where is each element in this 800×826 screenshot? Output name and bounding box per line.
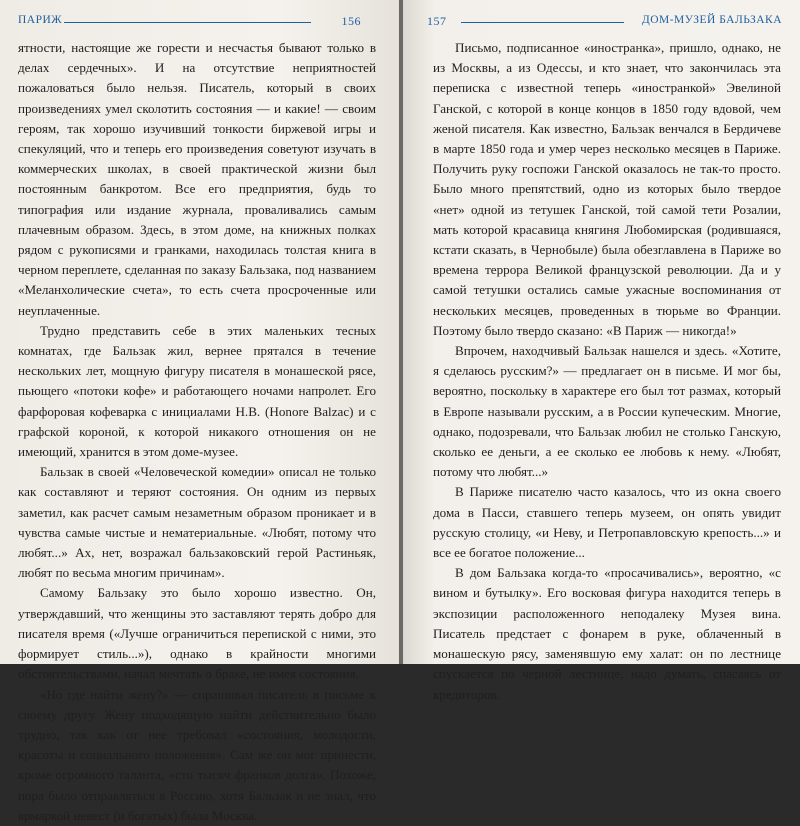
left-paragraph-2: Трудно представить себе в этих маленьких тесных комнатах, где Бальзак жил, вернее прятался в течение нескольких лет, мощную фигуру писателя в монашеской рясе, пьющего «потоки кофе» и работающего ночами напролет. Его фарфоровая кофеварка с инициалами Н.В. (Honore Balzac) и с графской короной, к которой никакого отношения он не имеющий, хранится в этом доме-музее.	[18, 322, 376, 460]
left-page	[0, 0, 399, 823]
left-section-title: ПАРИЖ	[18, 14, 63, 26]
left-running-head	[18, 14, 361, 30]
right-paragraph-1: Письмо, подписанное «иностранка», пришло, однако, не из Москвы, а из Одессы, и кто знает, что закончилась эта переписка с известной теперь «иностранкой» Эвелиной Ганской, с которой в конце концов в 1850 году вдовой, чем женой писателя. Как известно, Бальзак венчался в Бердичеве в марте 1850 года и умер через несколько месяцев в Париже. Получить руку госпожи Ганской оказалось не так-то просто. Было много препятствий, одно из которых было твердое «нет» одной из тетушек Ганской, той самой тети Розалии, мать которой красавица княгиня Любомирская (родившаяся, кстати сказать, в Чернобыле) была обезглавлена в Париже во времена террора Великой французской революции. Да и у самой тетушки остались самые ужасные воспоминания от нескольких месяцев, проведенных в тюрьме во Франции. Поэтому было твердо сказано: «В Париж — никогда!»	[433, 40, 781, 338]
left-paragraph-3: Бальзак в своей «Человеческой комедии» описал не только как составляют и теряют состояния. Он одним из первых заметил, как расчет самым незаметным образом проникает и в чувства самые чистые и нематериальные. «Любят, потому что любят...» Ах, нет, возражал бальзаковский герой Растиньяк, любят по весьма многим причинам».	[18, 464, 376, 581]
right-section-title: ДОМ-МУЗЕЙ БАЛЬЗАКА	[641, 14, 782, 26]
left-page-number: 156	[341, 14, 361, 28]
left-paragraph-5: «Но где найти жену?» — спрашивал писатель в письме к своему другу. Жену подходящую найти действительно было трудно, так как от нее требовал «состояния, молодости, красоты и социального положения». Сам же он мог принести, кроме огромного таланта, «сто тысяч франков долга». Похоже, пора было отправляться в Россию, хотя Бальзак и не знал, что ярмаркой невест (и богатых) была Москва.	[18, 686, 376, 823]
right-body-text	[433, 38, 781, 705]
right-paragraph-4: В дом Бальзака когда-то «просачивались», вероятно, «с вином и бутылку». Его восковая фигура находится теперь в экспозиции расположенного неподалеку Музея вина. Писатель предстает с фонарем в руке, облаченный в монашескую рясу, заменявшую ему халат: он по лестнице спускается по черной лестнице, надо думать, спасаясь от кредиторов.	[433, 565, 781, 702]
right-paragraph-2: Впрочем, находчивый Бальзак нашелся и здесь. «Хотите, я сделаюсь русским?» — предлагает он в письме. И мог бы, вероятно, поскольку в характере его был тот размах, который в Европе называли русским, а в России купеческим. Многие, однако, подозревали, что Бальзак любил не столько Ганскую, сколько ее деньги, а ее сколько ее любовь к нему. «Любят, потому что любят...»	[433, 343, 781, 480]
left-body-text	[18, 38, 376, 826]
right-page-number: 157	[427, 14, 447, 28]
left-header-rule	[64, 22, 311, 23]
right-paragraph-3: В Париже писателю часто казалось, что из окна своего дома в Пасси, ставшего теперь музеем, он опять увидит русскую столицу, «и Неву, и Петропавловскую крепость...» и все ее богатое положение...	[433, 484, 781, 561]
left-paragraph-1: ятности, настоящие же горести и несчастья бывают только в делах сердечных». И на отсутствие неприятностей пожаловаться было нельзя. Писатель, который в своих произведениях умел сколотить состояния — и какие! — своим героям, так хорошо изучивший тонкости биржевой игры и спекуляций, что и теперь его произведения советуют изучать в коммерческих школах, в своей практической жизни был постоянным банкротом. Все его предприятия, будь то типография или издание журнала, проваливались самым плачевным образом. Здесь, в этом доме, на книжных полках рядом с рукописями и гранками, находилась толстая книга в черном переплете, сделанная по заказу Бальзака, под названием «Меланхолические счета», то есть счета просроченные или неуплаченные.	[18, 40, 376, 318]
right-running-head	[417, 14, 786, 30]
left-paragraph-4: Самому Бальзаку это было хорошо известно. Он, утверждавший, что женщины это заставляют терять добро для писателя время («Лучше ограничиться перепиской с ними, это формирует стиль...»), однако в крайности многими обстоятельствами, начал мечтать о браке, не имея состояния.	[18, 585, 376, 682]
right-page	[403, 0, 800, 702]
right-header-rule	[461, 22, 624, 23]
